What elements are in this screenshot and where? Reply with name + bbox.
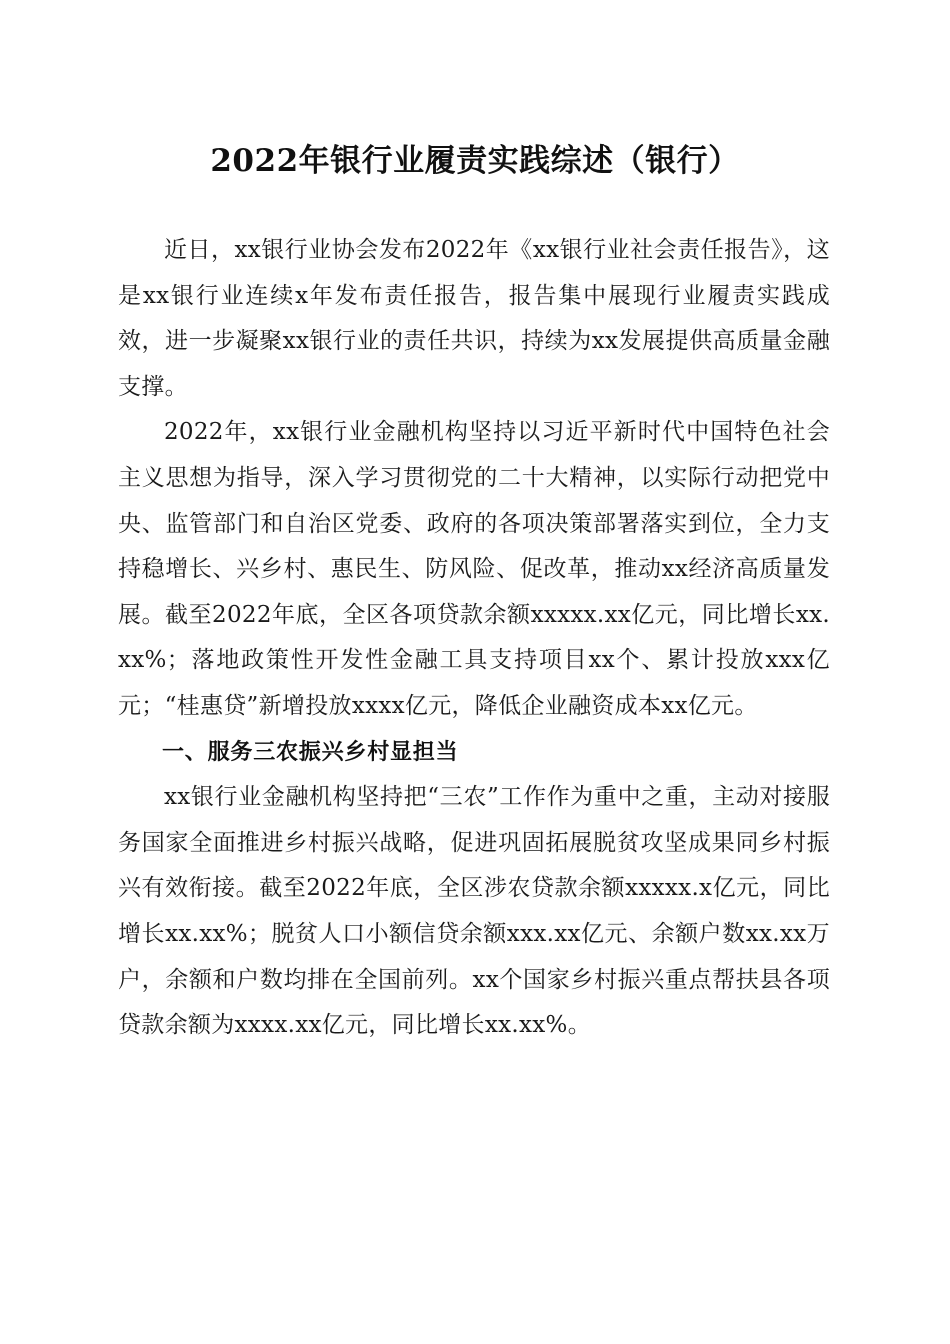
section-heading: 一、服务三农振兴乡村显担当 [162,739,459,765]
section-paragraph: xx银行业金融机构坚持把“三农”工作作为重中之重，主动对接服务国家全面推进乡村振兴战略，促进巩固拓展脱贫攻坚成果同乡村振兴有效衔接。截至2022年底，全区涉农贷款余额xxxxx.x亿元，同比增长xx.xx%；脱贫人口小额信贷余额xxx.xx亿元、余额户数xx.xx万户，余额和户数均排在全国前列。xx个国家乡村振兴重点帮扶县各项贷款余额为xxxx.xx亿元，同比增长xx.xx%。 [118,784,830,1039]
overview-paragraph: 2022年，xx银行业金融机构坚持以习近平新时代中国特色社会主义思想为指导，深入学习贯彻党的二十大精神，以实际行动把党中央、监管部门和自治区党委、政府的各项决策部署落实到位，全力支持稳增长、兴乡村、惠民生、防风险、促改革，推动xx经济高质量发展。截至2022年底，全区各项贷款余额xxxxx.xx亿元，同比增长xx.xx%；落地政策性开发性金融工具支持项目xx个、累计投放xxx亿元；“桂惠贷”新增投放xxxx亿元，降低企业融资成本xx亿元。 [118,419,830,719]
document-body [118,228,830,1049]
intro-paragraph: 近日，xx银行业协会发布2022年《xx银行业社会责任报告》，这是xx银行业连续x年发布责任报告，报告集中展现行业履责实践成效，进一步凝聚xx银行业的责任共识，持续为xx发展提供高质量金融支撑。 [118,237,830,400]
document-title: 2022年银行业履责实践综述（银行） [210,143,740,179]
